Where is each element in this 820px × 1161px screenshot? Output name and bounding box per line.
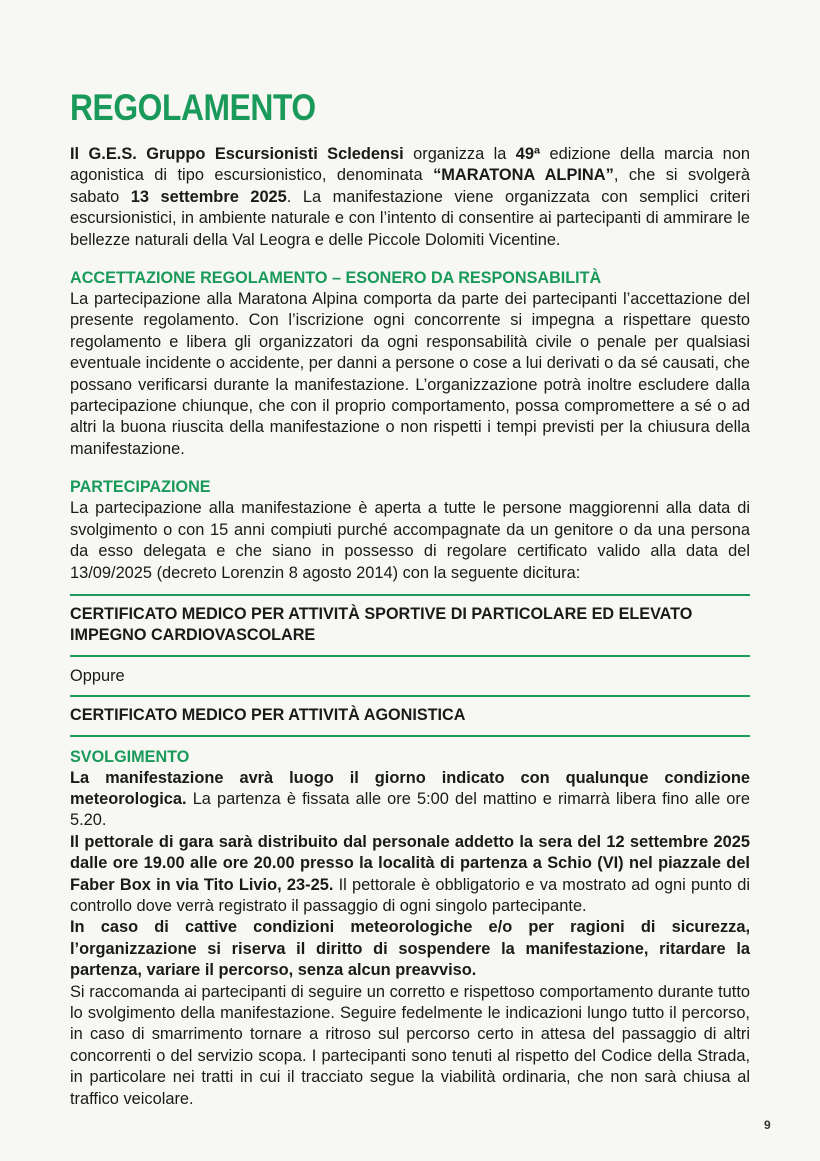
execution-bold-1: La manifestazione avrà luogo il giorno indicato con qualunque condizione meteorologica. [70,768,750,808]
intro-text-1: organizza la [403,145,516,163]
participation-heading: PARTECIPAZIONE [70,478,211,497]
execution-paragraph-3 [70,917,750,981]
execution-paragraph-4: Si raccomanda ai partecipanti di seguire un corretto e rispettoso comportamento durante tutto lo svolgimento della manifestazione. Seguire fedelmente le indicazioni lungo tutto il percorso, in caso di smarrimento tornare a ritroso sul percorso certo in attesa del passaggio di altri concorrenti o del servizio scopa. I partecipanti sono tenuti al rispetto del Codice della Strada, in particolare nei tratti in cui il tracciato segue la viabilità ordinaria, che non sarà chiusa al traffico veicolare. [70,982,750,1108]
certificate-sport: CERTIFICATO MEDICO PER ATTIVITÀ SPORTIVE DI PARTICOLARE ED ELEVATO IMPEGNO CARDIOVASCOLARE [70,604,693,645]
intro-text-4: . La manifestazione viene organizzata con semplici criteri escursionistici, in ambiente naturale e con l’intento di consentire ai partecipanti di ammirare le bellezze naturali della Val Leogra e delle Piccole Dolomiti Vicentine. [70,187,750,249]
page-content [70,88,750,1110]
execution-paragraph-1 [70,768,750,832]
acceptance-body: La partecipazione alla Maratona Alpina comporta da parte dei partecipanti l’accettazione del presente regolamento. Con l’iscrizione ogni concorrente si impegna a rispettare questo regolamento e libera gli organizzatori da ogni responsabilità civile o penale per qualsiasi eventuale incidente o accidente, per danni a persone o cose a lui derivati o da sé causati, che possano verificarsi durante la manifestazione. L’organizzazione potrà inoltre escludere dalla partecipazione chiunque, che con il proprio comportamento, possa compromettere a sé o ad altri la buona riuscita della manifestazione o non rispetti i tempi previsti per la chiusura della manifestazione. [70,290,750,458]
acceptance-heading: ACCETTAZIONE REGOLAMENTO – ESONERO DA RESPONSABILITÀ [70,269,602,288]
divider [70,735,750,737]
intro-text-2: edizione della marcia non agonistica di tipo escursionistico, denominata [70,145,750,185]
execution-bold-2: Il pettorale di gara sarà distribuito dal personale addetto la sera del 12 settembre 2025 dalle ore 19.00 alle ore 20.00 presso la località di partenza a Schio (VI) nel piazzale del Faber Box in via Tito Livio, 23-25. [70,832,750,894]
execution-bold-3: In caso di cattive condizioni meteorologiche e/o per ragioni di sicurezza, l’organizzazione si riserva il diritto di sospendere la manifestazione, ritardare la partenza, variare il percorso, senza alcun preavviso. [70,918,750,980]
edition-number: 49ª [515,145,541,163]
execution-text-2: Il pettorale è obbligatorio e va mostrato ad ogni punto di controllo dove verrà registrato il passaggio di ogni singolo partecipante. [70,875,751,915]
certificate-agonistic: CERTIFICATO MEDICO PER ATTIVITÀ AGONISTICA [70,706,466,725]
event-name: “MARATONA ALPINA” [433,166,614,185]
or-label: Oppure [70,666,125,685]
execution-text-1: La partenza è fissata alle ore 5:00 del mattino e rimarrà libera fino alle ore 5.20. [70,789,750,830]
page-title: REGOLAMENTO [70,87,316,128]
organizer-name: Il G.E.S. Gruppo Escursionisti Scledensi [70,145,404,163]
execution-heading: SVOLGIMENTO [70,747,190,766]
page-number: 9 [764,1118,771,1132]
participation-body: La partecipazione alla manifestazione è aperta a tutte le persone maggiorenni alla data di svolgimento o con 15 anni compiuti purché accompagnate da un genitore o da una persona da esso delegata e che siano in possesso di regolare certificato valido alla data del 13/09/2025 (decreto Lorenzin 8 agosto 2014) con la seguente dicitura: [70,499,750,582]
intro-text-3: , che si svolgerà sabato [70,166,750,206]
execution-paragraph-2 [70,832,750,918]
intro-paragraph [70,144,750,251]
event-date: 13 settembre 2025 [130,187,287,206]
